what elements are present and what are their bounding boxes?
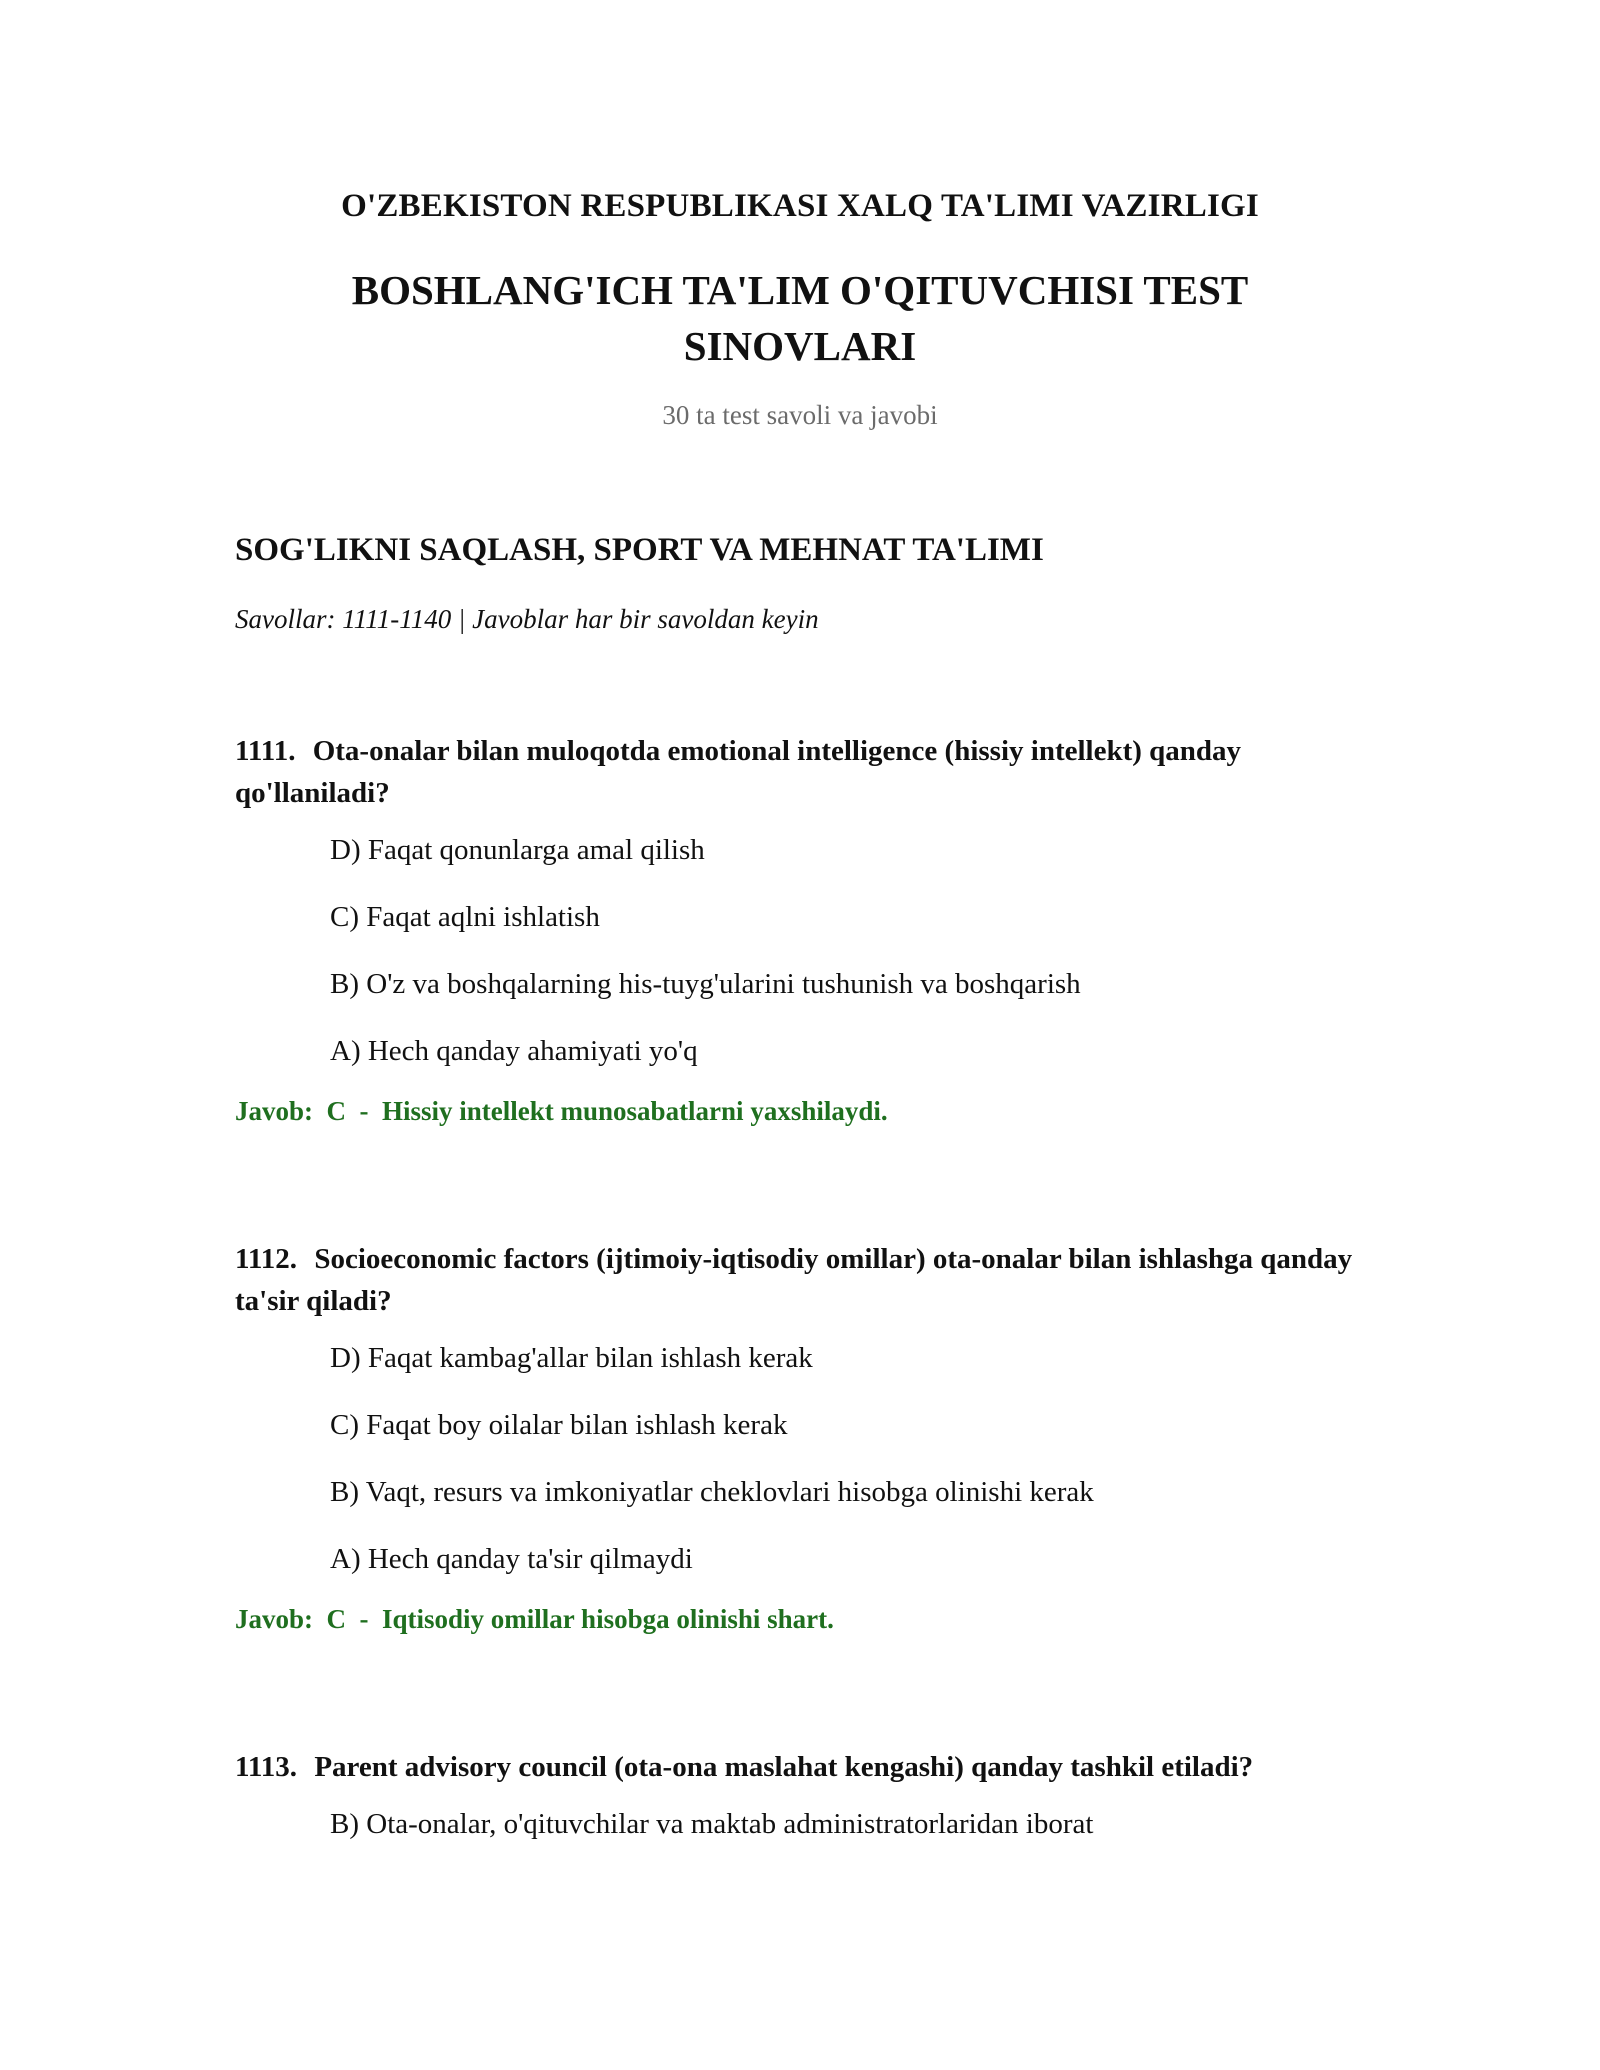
document-subtitle: 30 ta test savoli va javobi bbox=[662, 400, 938, 430]
question-number: 1113. bbox=[235, 1751, 298, 1783]
option-b: B) O'z va boshqalarning his-tuyg'ularini tushunish va boshqarish bbox=[330, 968, 1081, 1000]
option-a: A) Hech qanday ta'sir qilmaydi bbox=[330, 1543, 693, 1575]
option-b: B) Vaqt, resurs va imkoniyatlar cheklovlari hisobga olinishi kerak bbox=[330, 1476, 1094, 1508]
option-list bbox=[330, 1804, 1365, 1871]
question-body: Ota-onalar bilan muloqotda emotional intelligence (hissiy intellekt) qanday qo'llaniladi? bbox=[235, 735, 1242, 809]
question-text bbox=[235, 1238, 1365, 1322]
question-number: 1112. bbox=[235, 1243, 298, 1275]
answer-line bbox=[235, 1096, 1365, 1127]
ministry-heading: O'ZBEKISTON RESPUBLIKASI XALQ TA'LIMI VAZIRLIGI bbox=[341, 188, 1259, 224]
option-d: D) Faqat qonunlarga amal qilish bbox=[330, 834, 705, 866]
question-number: 1111. bbox=[235, 735, 296, 767]
option-list bbox=[330, 830, 1365, 1098]
answer-letter: C bbox=[326, 1604, 347, 1634]
answer-separator: - bbox=[359, 1096, 369, 1126]
answer-line bbox=[235, 1604, 1365, 1635]
answer-letter: C bbox=[326, 1096, 347, 1126]
section-title: SOG'LIKNI SAQLASH, SPORT VA MEHNAT TA'LIMI bbox=[235, 532, 1044, 568]
answer-label: Javob: bbox=[235, 1096, 314, 1126]
option-c: C) Faqat boy oilalar bilan ishlash kerak bbox=[330, 1409, 788, 1441]
option-c: C) Faqat aqlni ishlatish bbox=[330, 901, 600, 933]
option-list bbox=[330, 1338, 1365, 1606]
question-1113 bbox=[235, 1746, 1365, 1871]
question-body: Parent advisory council (ota-ona maslahat kengashi) qanday tashkil etiladi? bbox=[314, 1751, 1254, 1783]
answer-explanation: Iqtisodiy omillar hisobga olinishi shart. bbox=[382, 1604, 834, 1634]
answer-separator: - bbox=[359, 1604, 369, 1634]
option-b: B) Ota-onalar, o'qituvchilar va maktab administratorlaridan iborat bbox=[330, 1808, 1094, 1840]
document-title: BOSHLANG'ICH TA'LIM O'QITUVCHISI TEST SINOVLARI bbox=[351, 267, 1249, 369]
section-meta: Savollar: 1111-1140 | Javoblar har bir savoldan keyin bbox=[235, 604, 819, 634]
option-d: D) Faqat kambag'allar bilan ishlash kerak bbox=[330, 1342, 813, 1374]
question-1112 bbox=[235, 1238, 1365, 1635]
option-a: A) Hech qanday ahamiyati yo'q bbox=[330, 1035, 698, 1067]
question-body: Socioeconomic factors (ijtimoiy-iqtisodiy omillar) ota-onalar bilan ishlashga qanday ta'sir qiladi? bbox=[235, 1243, 1353, 1317]
question-text bbox=[235, 730, 1365, 814]
question-text bbox=[235, 1746, 1365, 1788]
question-1111 bbox=[235, 730, 1365, 1127]
answer-explanation: Hissiy intellekt munosabatlarni yaxshilaydi. bbox=[382, 1096, 888, 1126]
answer-label: Javob: bbox=[235, 1604, 314, 1634]
